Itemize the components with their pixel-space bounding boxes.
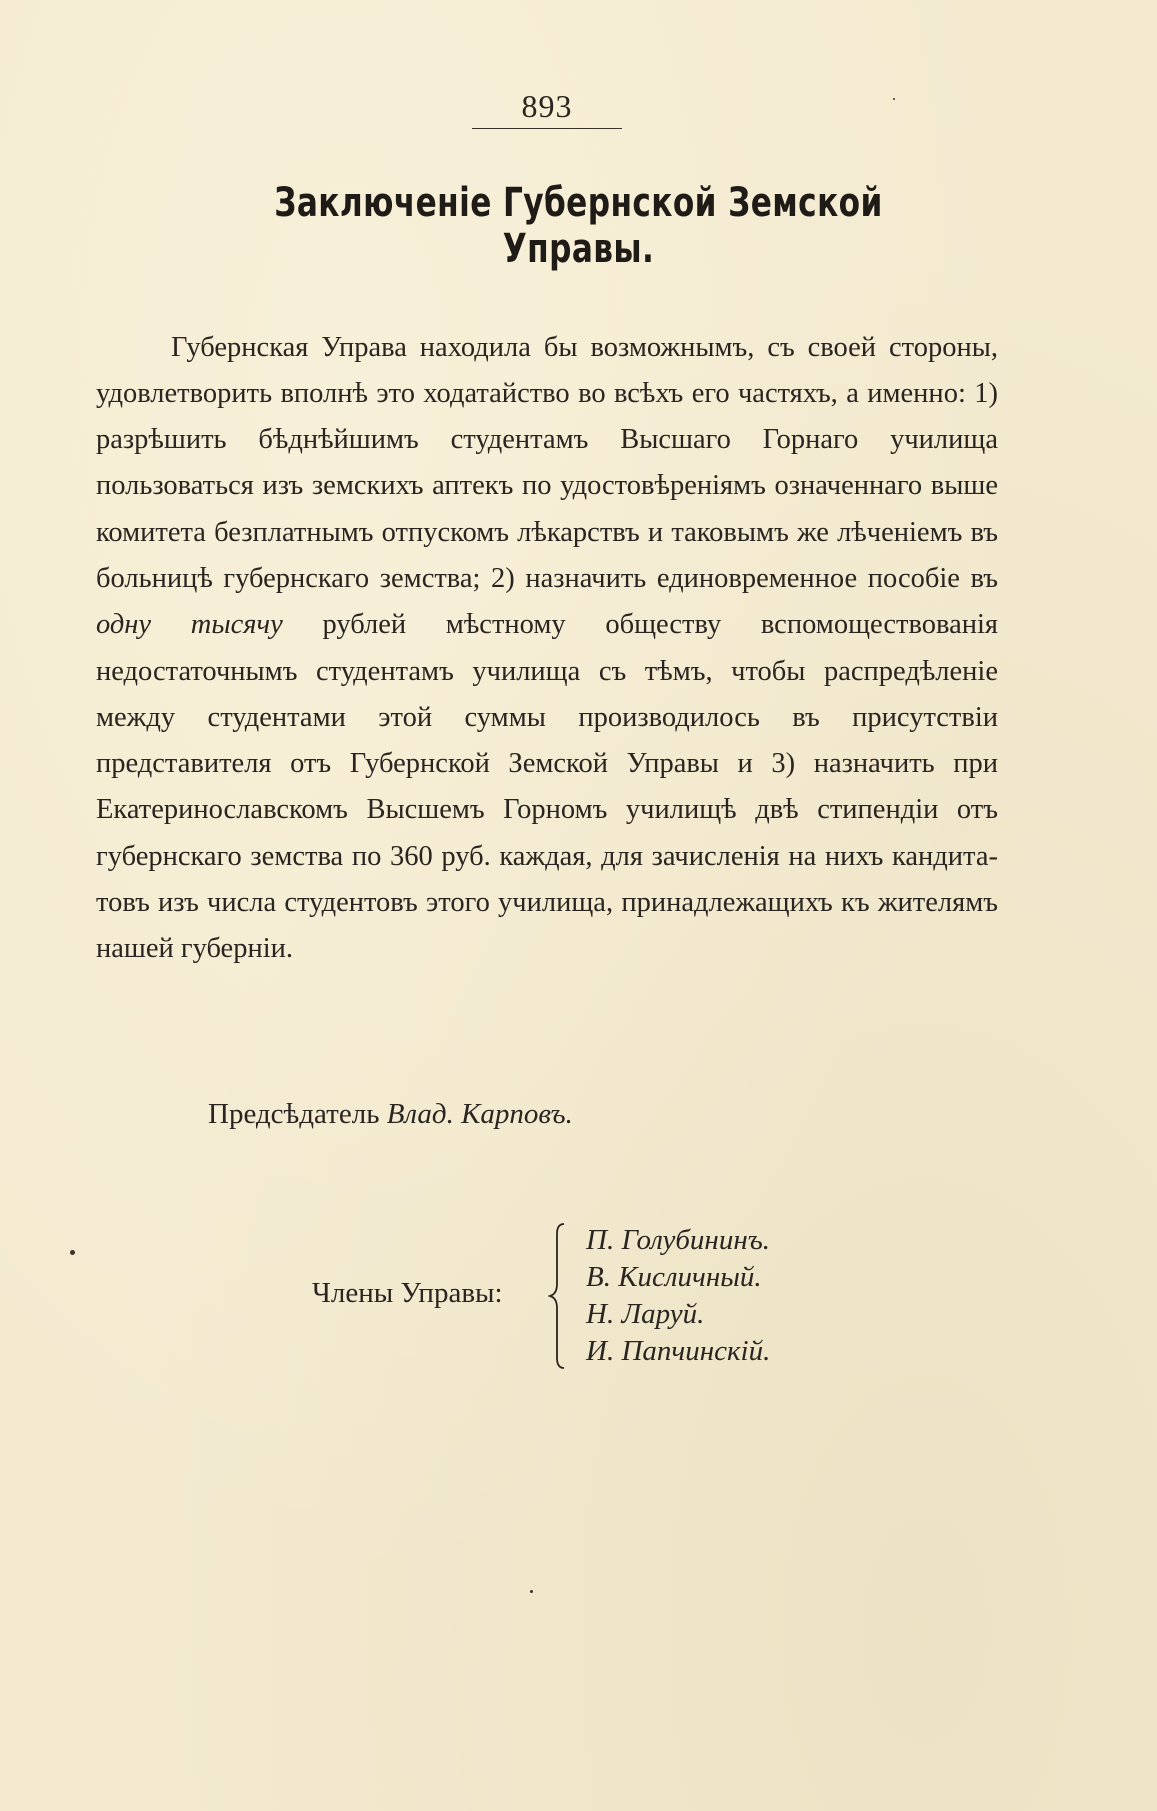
- member-name: Н. Ларуй.: [586, 1298, 705, 1330]
- paragraph-italic-amount: одну тысячу: [96, 609, 283, 641]
- page-number: 893: [521, 88, 573, 124]
- body-paragraph: [96, 325, 998, 973]
- section-title: Заключеніе Губернской Земской Управы.: [274, 180, 883, 272]
- paragraph-text-2: рублей мѣстному обществу вспомоществованія недостаточнымъ студентамъ училища съ тѣмъ, чтобы распредѣленіе между студентами этой суммы производилось въ присутствіи представителя отъ Губернской Земской Управы и 3) назначить при Екатеринославскомъ Высшемъ Горномъ училищѣ двѣ стипендіи отъ губернскаго земства по 360 руб. каждая, для зачисленія на нихъ кандитатовъ изъ числа студентовъ этого училища, принадлежащихъ къ жителямъ нашей губерніи.: [96, 609, 998, 965]
- member-name: В. Кисличный.: [586, 1261, 762, 1293]
- curly-brace-icon: [548, 1222, 568, 1370]
- member-name: И. Папчинскій.: [586, 1335, 771, 1367]
- print-speck: [530, 1590, 533, 1593]
- print-speck: [70, 1250, 75, 1255]
- members-list: [586, 1222, 770, 1370]
- members-label: Члены Управы:: [312, 1277, 503, 1309]
- print-speck: [893, 98, 895, 100]
- paragraph-text-1: Губернская Управа находила бы возможнымъ, съ своей стороны, удовлетворить вполнѣ это ходатайство во всѣхъ его частяхъ, а именно: 1) разрѣшить бѣднѣйшимъ студентамъ Высшаго Горнаго училища пользоваться изъ земскихъ аптекъ по удостовѣреніямъ означеннаго выше комитета безплатнымъ отпускомъ лѣкарствъ и таковымъ же лѣченіемъ въ больницѣ губернскаго земства; 2) назначить единовременное пособіе въ: [96, 331, 998, 594]
- chairman-name: Влад. Карповъ.: [386, 1098, 573, 1130]
- page-number-rule: [472, 128, 622, 129]
- chairman-signature: [208, 1098, 573, 1131]
- member-name: П. Голубининъ.: [586, 1224, 771, 1256]
- chairman-label: Предсѣдатель: [208, 1098, 380, 1130]
